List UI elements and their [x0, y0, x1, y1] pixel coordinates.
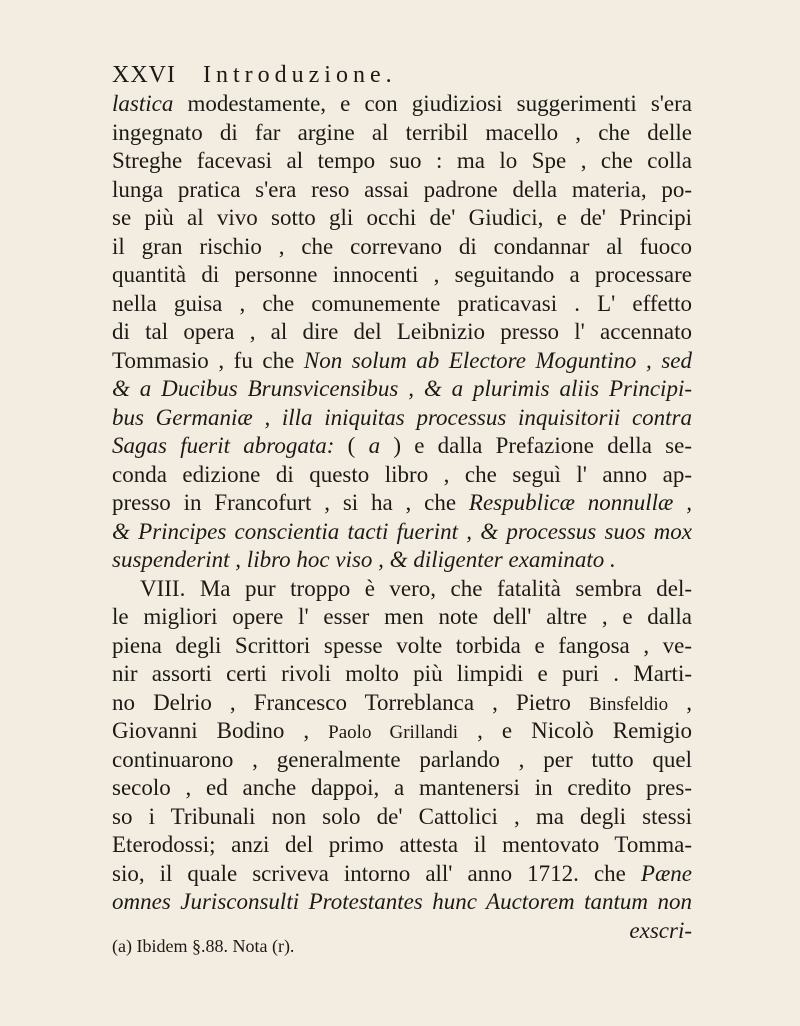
text-line [112, 176, 692, 205]
text-line [112, 204, 692, 233]
text-line [112, 147, 692, 176]
text-line [112, 860, 692, 889]
text-run: quantità di personne innocenti , seguitando a processare [112, 262, 692, 287]
footnote: (a) Ibidem §.88. Nota (r). [112, 936, 295, 956]
running-title: Introduzione. [203, 62, 397, 88]
text-run: VIII. Ma pur troppo è vero, che fatalità sembra del- [140, 575, 692, 601]
text-run: ) e dalla Prefazione della se- [380, 433, 692, 458]
text-line [112, 119, 692, 148]
text-run: conda edizione di questo libro , che seguì l' anno ap- [112, 461, 692, 487]
text-run: il gran rischio , che correvano di condannar al fuoco [112, 233, 692, 259]
text-run: modestamente, e con giudiziosi suggerimenti s'era [173, 91, 692, 116]
text-line [112, 518, 692, 547]
text-run: exscri- [629, 917, 692, 943]
text-run: nir assorti certi rivoli molto più limpidi e puri . Marti- [112, 661, 692, 686]
text-run: no Delrio , Francesco Torreblanca , Pietro [112, 689, 589, 715]
text-run: ( [334, 433, 369, 458]
page-number: XXVI [112, 62, 176, 88]
text-line [112, 717, 692, 746]
text-line [112, 660, 692, 689]
text-run: secolo , ed anche dappoi, a mantenersi in credito pres- [112, 775, 692, 800]
text-line [112, 233, 692, 262]
text-run: Streghe facevasi al tempo suo : ma lo Spe , che colla [112, 148, 692, 173]
text-run: omnes Jurisconsulti Protestantes hunc Auctorem tantum non [112, 889, 692, 914]
text-run: nella guisa , che comunemente praticavasi . L' effetto [112, 290, 692, 316]
text-line [112, 375, 692, 404]
text-run: di tal opera , al dire del Leibnizio presso l' accennato [112, 319, 692, 344]
text-run: ingegnato di far argine al terribil macello , che delle [112, 119, 692, 145]
text-line [112, 318, 692, 347]
text-run: suspenderint , libro hoc viso , & diligenter examinato . [112, 547, 616, 572]
text-run: Pæne [640, 860, 692, 886]
text-line [112, 90, 692, 119]
text-line [112, 689, 692, 718]
text-run: lunga pratica s'era reso assai padrone della materia, po- [112, 176, 692, 202]
text-line [112, 746, 692, 775]
text-run: Tommasio , fu che [112, 347, 304, 373]
text-line [112, 888, 692, 917]
text-run: & Principes conscientia tacti fuerint , & processus suos mox [112, 518, 692, 544]
text-run: , [668, 689, 692, 715]
text-run: presso in Francofurt , si ha , che [112, 490, 469, 515]
text-run: , e Nicolò Remigio [458, 718, 692, 743]
text-run: Respublicæ nonnullæ , [468, 490, 692, 515]
running-header [112, 62, 672, 89]
text-run: so i Tribunali non solo de' Cattolici , ma degli stessi [112, 803, 692, 829]
text-run: bus Germaniæ , illa iniquitas processus inquisitorii contra [112, 404, 692, 430]
text-run: Giovanni Bodino , [112, 718, 329, 743]
text-run: le migliori opere l' esser men note dell' altre , e dalla [112, 604, 692, 629]
text-run: Binsfeldio [589, 693, 669, 715]
text-line [112, 290, 692, 319]
text-run: sio, il quale scriveva intorno all' anno 1712. che [112, 860, 641, 886]
text-run: Paolo Grillandi [328, 722, 459, 743]
body-text [112, 90, 692, 945]
text-run: Eterodossi; anzi del primo attesta il mentovato Tomma- [112, 832, 692, 857]
text-line [112, 803, 692, 832]
text-line [112, 432, 692, 461]
text-line [112, 461, 692, 490]
text-line [112, 261, 692, 290]
text-line [112, 347, 692, 376]
text-run: se più al vivo sotto gli occhi de' Giudici, e de' Principi [112, 205, 692, 230]
text-run: continuarono , generalmente parlando , per tutto quel [112, 746, 692, 772]
text-run: lastica [112, 91, 174, 116]
text-run: a [368, 433, 381, 458]
text-run: piena degli Scrittori spesse volte torbida e fangosa , ve- [112, 632, 692, 658]
text-line [112, 489, 692, 518]
text-run: & a Ducibus Brunsvicensibus , & a plurimis aliis Principi- [112, 376, 692, 401]
text-line [112, 603, 692, 632]
text-run: Sagas fuerit abrogata: [112, 433, 335, 458]
text-line [112, 831, 692, 860]
text-line [112, 575, 692, 604]
text-line [112, 546, 692, 575]
text-run: Non solum ab Electore Moguntino , sed [303, 347, 692, 373]
text-line [112, 774, 692, 803]
text-line [112, 404, 692, 433]
text-line [112, 632, 692, 661]
